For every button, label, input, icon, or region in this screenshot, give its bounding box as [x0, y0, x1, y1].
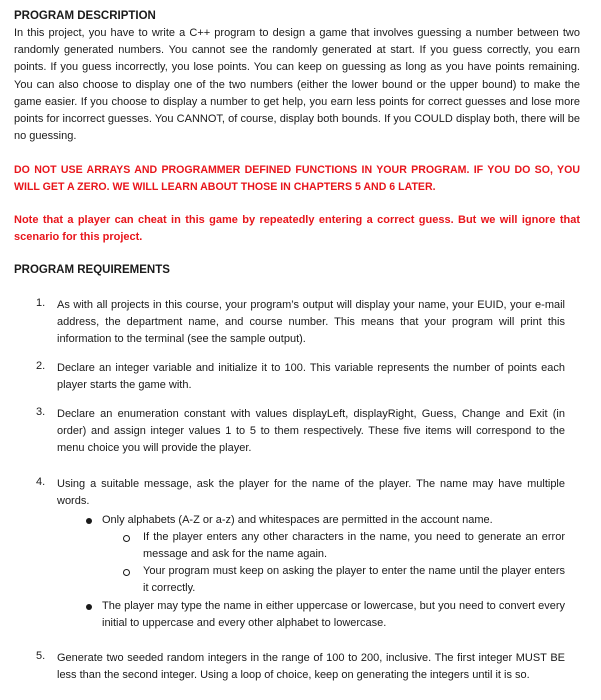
cheat-note: Note that a player can cheat in this game by repeatedly entering a correct guess. But we will ignore that scenario for this project.: [14, 214, 580, 244]
subbullet-text: Your program must keep on asking the player to enter the name until the player enters it correctly.: [143, 565, 565, 595]
bullet-text: Only alphabets (A-Z or a-z) and whitespaces are permitted in the account name.: [102, 514, 493, 526]
item-text: Using a suitable message, ask the player for the name of the player. The name may have multiple words.: [57, 478, 565, 508]
circle-bullet-icon: [123, 569, 130, 576]
bullet-text: The player may type the name in either uppercase or lowercase, but you need to convert every initial to uppercase and every other alphabet to lowercase.: [102, 600, 565, 630]
circle-bullet-icon: [123, 535, 130, 542]
item-text: Generate two seeded random integers in the range of 100 to 200, inclusive. The first integer MUST BE less than the second integer. Using a loop of choice, keep on generating the integers until it is so.: [57, 652, 565, 682]
subbullet-text: If the player enters any other characters in the name, you need to generate an error message and ask for the name again.: [143, 531, 565, 561]
item-number: 2.: [36, 360, 46, 372]
program-description-paragraph: In this project, you have to write a C++ program to design a game that involves guessing a number between two randomly generated numbers. You cannot see the randomly generated at start. If you guess correctly, you earn points. If you guess incorrectly, you lose points. You can keep on guessing as long as you have points remaining. You can also choose to display one of the two numbers (either the lower bound or the upper bound) to make the game easier. If you choose to display a number to get help, you earn less points for correct guesses and lose more points for incorrect guesses. You CANNOT, of course, display both bounds. If you COULD display both, there will be no guessing.: [14, 27, 580, 143]
item-text: As with all projects in this course, your program’s output will display your name, your EUID, your e-mail address, the department name, and course number. This means that your program will print this information to the terminal (see the sample output).: [57, 299, 565, 346]
bullet-icon: [86, 518, 92, 524]
program-description-heading: PROGRAM DESCRIPTION: [14, 10, 156, 22]
item-number: 5.: [36, 650, 46, 662]
item-number: 3.: [36, 406, 46, 418]
bullet-icon: [86, 604, 92, 610]
item-number: 1.: [36, 297, 46, 309]
item-text: Declare an integer variable and initialize it to 100. This variable represents the number of points each player starts the game with.: [57, 362, 565, 392]
warning-text: DO NOT USE ARRAYS AND PROGRAMMER DEFINED FUNCTIONS IN YOUR PROGRAM. IF YOU DO SO, YOU WILL GET A ZERO. WE WILL LEARN ABOUT THOSE IN CHAPTERS 5 AND 6 LATER.: [14, 164, 580, 194]
program-requirements-heading: PROGRAM REQUIREMENTS: [14, 264, 170, 276]
item-number: 4.: [36, 476, 46, 488]
item-text: Declare an enumeration constant with values displayLeft, displayRight, Guess, Change and Exit (in order) and assign integer values 1 to 5 to them respectively. These five items will correspond to the menu choice you will provide the player.: [57, 408, 565, 455]
